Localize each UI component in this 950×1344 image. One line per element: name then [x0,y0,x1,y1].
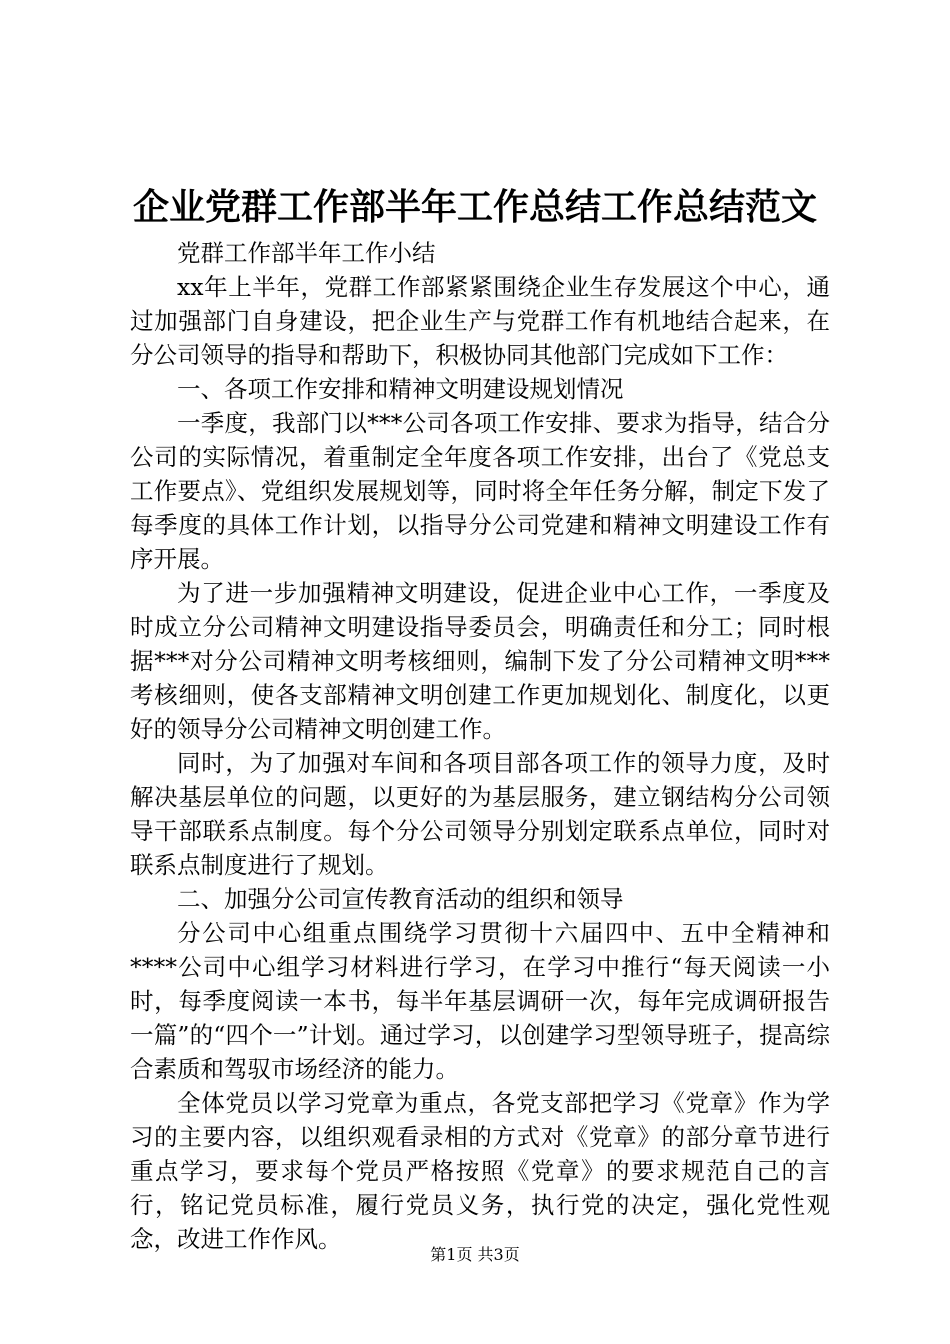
paragraph: 一季度，我部门以***公司各项工作安排、要求为指导，结合分公司的实际情况，着重制定全年度各项工作安排，出台了《党总支工作要点》、党组织发展规划等，同时将全年任务分解，制定下发了每季度的具体工作计划，以指导分公司党建和精神文明建设工作有序开展。 [130,409,830,573]
section-heading-1: 一、各项工作安排和精神文明建设规划情况 [177,375,624,403]
page-title: 企业党群工作部半年工作总结工作总结范文 [132,186,817,228]
document-body [130,236,830,1256]
paragraph: 分公司中心组重点围绕学习贯彻十六届四中、五中全精神和****公司中心组学习材料进行学习，在学习中推行“每天阅读一小时，每季度阅读一本书，每半年基层调研一次，每年完成调研报告一篇”的“四个一”计划。通过学习，以创建学习型领导班子，提高综合素质和驾驭市场经济的能力。 [130,919,830,1083]
document-subtitle: 党群工作部半年工作小结 [177,239,436,267]
paragraph-intro: xx年上半年，党群工作部紧紧围绕企业生存发展这个中心，通过加强部门自身建设，把企业生产与党群工作有机地结合起来，在分公司领导的指导和帮助下，积极协同其他部门完成如下工作： [130,273,830,369]
paragraph: 全体党员以学习党章为重点，各党支部把学习《党章》作为学习的主要内容，以组织观看录相的方式对《党章》的部分章节进行重点学习，要求每个党员严格按照《党章》的要求规范自己的言行，铭记党员标准，履行党员义务，执行党的决定，强化党性观念，改进工作作风。 [130,1089,830,1253]
paragraph: 为了进一步加强精神文明建设，促进企业中心工作，一季度及时成立分公司精神文明建设指导委员会，明确责任和分工；同时根据***对分公司精神文明考核细则，编制下发了分公司精神文明***考核细则，使各支部精神文明创建工作更加规划化、制度化，以更好的领导分公司精神文明创建工作。 [130,579,830,743]
paragraph: 同时，为了加强对车间和各项目部各项工作的领导力度，及时解决基层单位的问题，以更好的为基层服务，建立钢结构分公司领导干部联系点制度。每个分公司领导分别划定联系点单位，同时对联系点制度进行了规划。 [130,749,830,879]
section-heading-2: 二、加强分公司宣传教育活动的组织和领导 [177,885,624,913]
page-footer: 第1页 共3页 [430,1245,520,1264]
